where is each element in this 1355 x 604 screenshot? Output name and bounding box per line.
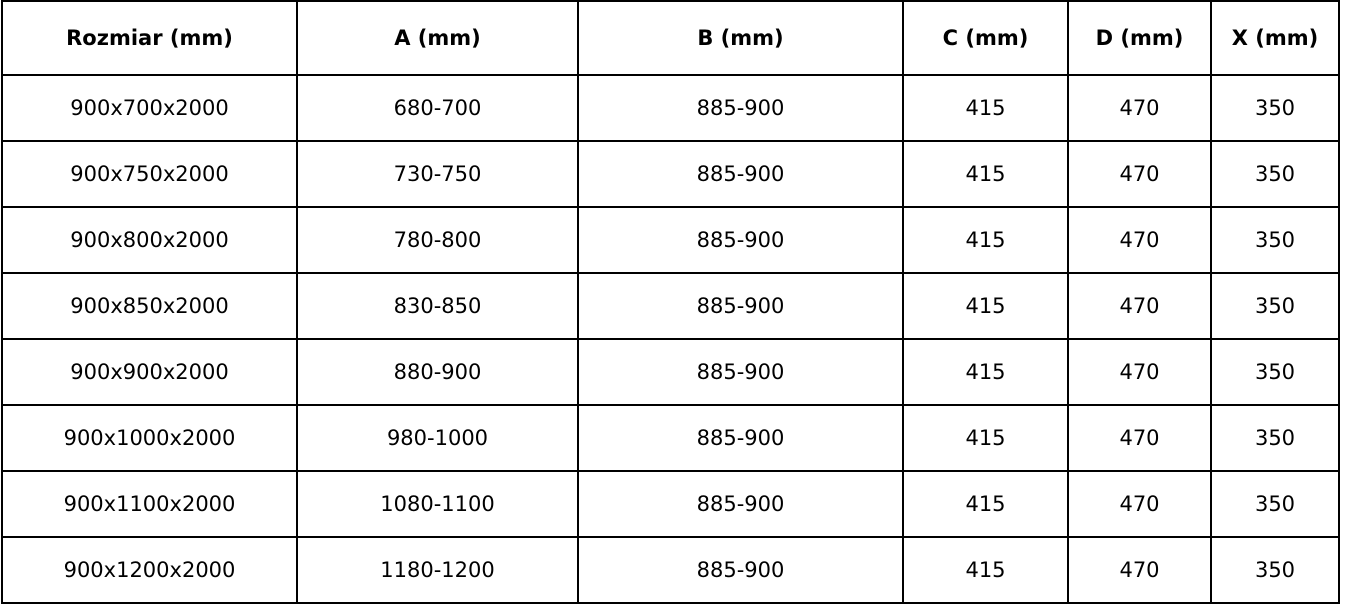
cell-rozmiar: 900x700x2000 <box>2 75 297 141</box>
column-header-x: X (mm) <box>1211 1 1339 75</box>
cell-a: 880-900 <box>297 339 578 405</box>
cell-c: 415 <box>903 75 1068 141</box>
cell-c: 415 <box>903 471 1068 537</box>
cell-a: 980-1000 <box>297 405 578 471</box>
table-header <box>2 1 1339 75</box>
cell-x: 350 <box>1211 339 1339 405</box>
table-row <box>2 75 1339 141</box>
table-row <box>2 339 1339 405</box>
cell-d: 470 <box>1068 405 1211 471</box>
cell-b: 885-900 <box>578 75 903 141</box>
cell-b: 885-900 <box>578 405 903 471</box>
cell-b: 885-900 <box>578 273 903 339</box>
cell-b: 885-900 <box>578 207 903 273</box>
cell-a: 1180-1200 <box>297 537 578 603</box>
cell-c: 415 <box>903 339 1068 405</box>
cell-x: 350 <box>1211 141 1339 207</box>
cell-d: 470 <box>1068 141 1211 207</box>
cell-rozmiar: 900x850x2000 <box>2 273 297 339</box>
cell-c: 415 <box>903 537 1068 603</box>
cell-c: 415 <box>903 141 1068 207</box>
cell-d: 470 <box>1068 471 1211 537</box>
cell-x: 350 <box>1211 405 1339 471</box>
column-header-b: B (mm) <box>578 1 903 75</box>
cell-rozmiar: 900x1200x2000 <box>2 537 297 603</box>
cell-a: 680-700 <box>297 75 578 141</box>
cell-c: 415 <box>903 405 1068 471</box>
cell-x: 350 <box>1211 75 1339 141</box>
column-header-rozmiar: Rozmiar (mm) <box>2 1 297 75</box>
table-row <box>2 405 1339 471</box>
column-header-d: D (mm) <box>1068 1 1211 75</box>
cell-x: 350 <box>1211 471 1339 537</box>
cell-b: 885-900 <box>578 339 903 405</box>
cell-x: 350 <box>1211 537 1339 603</box>
table-header-row <box>2 1 1339 75</box>
cell-d: 470 <box>1068 273 1211 339</box>
dimensions-table <box>1 0 1340 604</box>
table-row <box>2 471 1339 537</box>
cell-b: 885-900 <box>578 537 903 603</box>
cell-x: 350 <box>1211 273 1339 339</box>
table-row <box>2 273 1339 339</box>
cell-c: 415 <box>903 273 1068 339</box>
cell-rozmiar: 900x1100x2000 <box>2 471 297 537</box>
cell-b: 885-900 <box>578 141 903 207</box>
cell-b: 885-900 <box>578 471 903 537</box>
cell-a: 780-800 <box>297 207 578 273</box>
cell-d: 470 <box>1068 207 1211 273</box>
table-body <box>2 75 1339 603</box>
column-header-a: A (mm) <box>297 1 578 75</box>
cell-a: 830-850 <box>297 273 578 339</box>
cell-rozmiar: 900x800x2000 <box>2 207 297 273</box>
column-header-c: C (mm) <box>903 1 1068 75</box>
table-row <box>2 207 1339 273</box>
table-row <box>2 537 1339 603</box>
cell-rozmiar: 900x900x2000 <box>2 339 297 405</box>
cell-c: 415 <box>903 207 1068 273</box>
cell-d: 470 <box>1068 537 1211 603</box>
cell-a: 1080-1100 <box>297 471 578 537</box>
cell-rozmiar: 900x1000x2000 <box>2 405 297 471</box>
table-row <box>2 141 1339 207</box>
cell-a: 730-750 <box>297 141 578 207</box>
cell-d: 470 <box>1068 75 1211 141</box>
cell-d: 470 <box>1068 339 1211 405</box>
cell-rozmiar: 900x750x2000 <box>2 141 297 207</box>
cell-x: 350 <box>1211 207 1339 273</box>
